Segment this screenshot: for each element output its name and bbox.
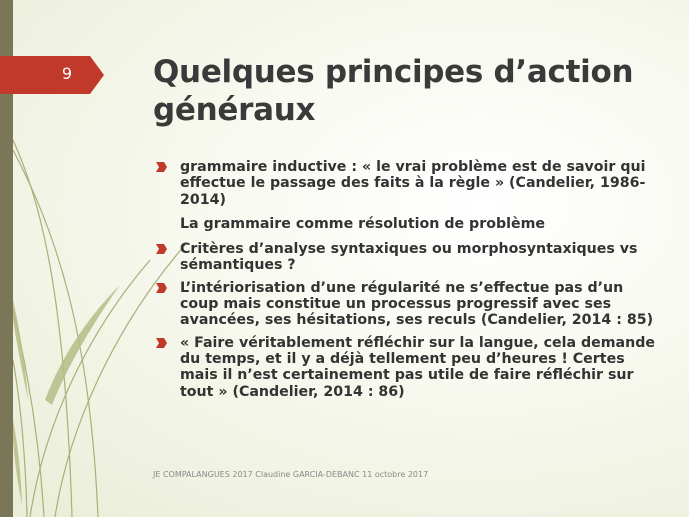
bullet-text: grammaire inductive : « le vrai problème est de savoir qui effectue le passage des faits à la règle » (Candelier, 1986-2014) [180,159,646,208]
arrow-bullet-icon [155,160,168,174]
slide-title: Quelques principes d’action généraux [153,54,634,128]
deco-leaf-1 [13,300,28,400]
bullet-item [155,159,660,208]
bullet-item [155,241,660,274]
arrow-bullet-icon [155,242,168,256]
bullet-text: « Faire véritablement réfléchir sur la langue, cela demande du temps, et il y a déjà tellement peu d’heures ! Certes mais il n’est certainement pas utile de faire réfléchir sur tout » (Candelier, 2014 : 86) [180,334,656,400]
bullet-text: L’intériorisation d’une régularité ne s’effectue pas d’un coup mais constitue un processus progressif avec ses avancées, ses hésitations, ses reculs (Candelier, 2014 : 85) [180,279,654,329]
arrow-bullet-icon [155,336,168,350]
bullet-item [155,280,660,329]
deco-leaf-2 [13,420,22,505]
slide-footer: JE COMPALANGUES 2017 Claudine GARCIA-DEBANC 11 octobre 2017 [153,470,429,479]
bullet-item [155,335,660,400]
arrow-bullet-icon [155,281,168,295]
sub-line: La grammaire comme résolution de problème [180,215,545,232]
bullet-text: Critères d’analyse syntaxiques ou morphosyntaxiques vs sémantiques ? [180,241,638,274]
slide-number: 9 [61,64,73,83]
deco-curve-4 [30,260,150,517]
slide-content [155,159,660,406]
